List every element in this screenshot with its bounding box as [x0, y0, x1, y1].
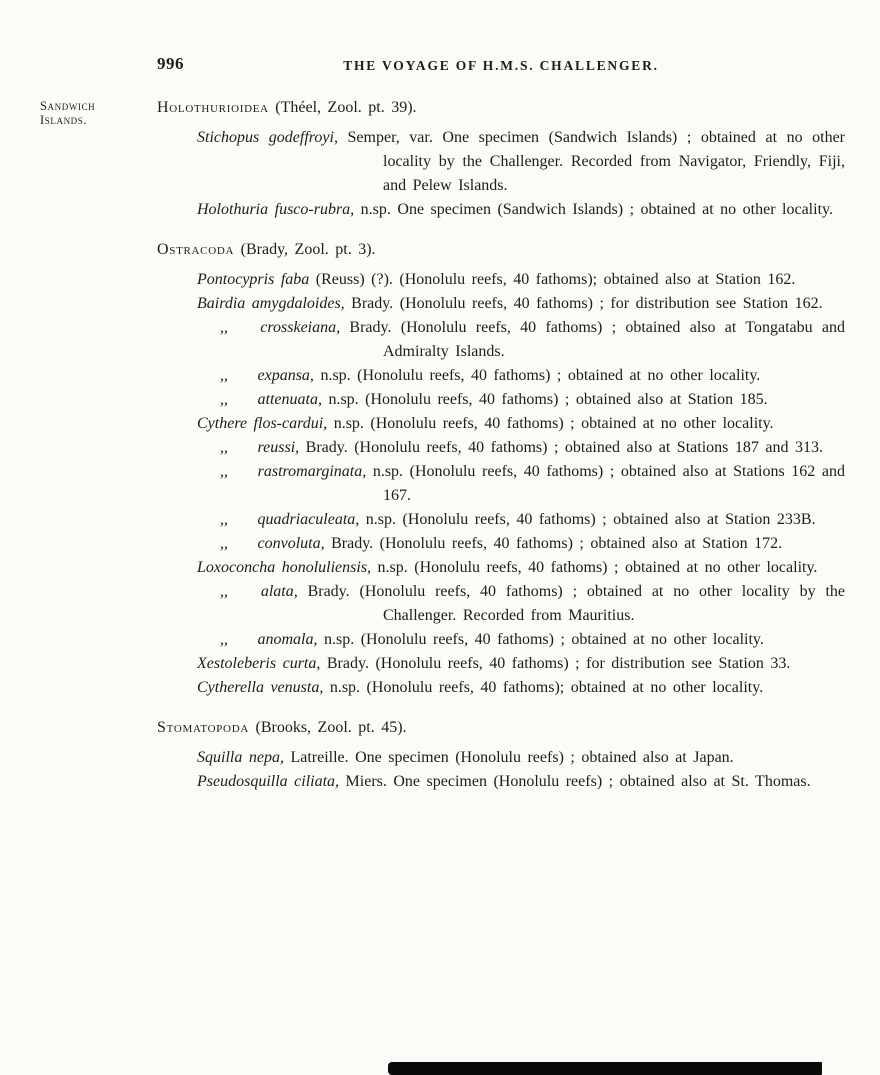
margin-note-line: Sandwich	[40, 99, 96, 113]
margin-note	[40, 99, 145, 127]
taxon-section-ostracoda	[157, 238, 845, 700]
margin-note-line: Islands.	[40, 113, 88, 127]
entry-text: Brady. (Honolulu reefs, 40 fathoms) ; for distribution see Station 33.	[326, 655, 791, 672]
species-entry	[197, 556, 845, 580]
entry-text: Latreille. One specimen (Honolulu reefs) ; obtained also at Japan.	[290, 749, 734, 766]
ditto-mark: ,,	[220, 319, 228, 336]
species-name: Loxoconcha honoluliensis,	[197, 559, 372, 576]
species-name: rastromarginata,	[257, 463, 367, 480]
species-name: Xestoleberis curta,	[197, 655, 321, 672]
species-name: quadriaculeata,	[257, 511, 360, 528]
species-name: expansa,	[257, 367, 314, 384]
species-entry	[197, 316, 845, 364]
species-entry	[197, 746, 845, 770]
section-citation: (Brooks, Zool. pt. 45).	[255, 719, 407, 736]
page-body	[157, 96, 845, 794]
species-entry	[197, 388, 845, 412]
species-name: crosskeiana,	[260, 319, 341, 336]
species-name: Holothuria fusco-rubra,	[197, 201, 355, 218]
page-number: 996	[157, 54, 184, 73]
species-name: anomala,	[257, 631, 318, 648]
ditto-mark: ,,	[220, 511, 228, 528]
species-name: Bairdia amygdaloides,	[197, 295, 345, 312]
section-name: Holothurioidea	[157, 99, 269, 116]
species-entry	[197, 412, 845, 436]
species-name: Pontocypris faba	[197, 271, 310, 288]
running-title: THE VOYAGE OF H.M.S. CHALLENGER.	[343, 58, 659, 73]
section-citation: (Théel, Zool. pt. 39).	[275, 99, 417, 116]
taxon-section-holothurioidea	[157, 96, 845, 222]
section-name: Stomatopoda	[157, 719, 249, 736]
entry-text: n.sp. (Honolulu reefs, 40 fathoms) ; obtained at no other locality.	[377, 559, 818, 576]
ditto-mark: ,,	[220, 439, 228, 456]
scan-artifact-bar	[388, 1062, 822, 1075]
section-citation: (Brady, Zool. pt. 3).	[240, 241, 376, 258]
section-heading	[157, 238, 845, 262]
entry-text: Semper, var. One specimen (Sandwich Islands) ; obtained at no other locality by the Challenger. Recorded from Navigator, Friendly, Fiji, and Pelew Islands.	[347, 129, 846, 194]
species-entry	[197, 770, 845, 794]
ditto-mark: ,,	[220, 631, 228, 648]
entry-text: Brady. (Honolulu reefs, 40 fathoms) ; obtained also at Stations 187 and 313.	[305, 439, 823, 456]
entry-text: Brady. (Honolulu reefs, 40 fathoms) ; obtained at no other locality by the Challenger. Recorded from Mauritius.	[307, 583, 845, 624]
species-entry	[197, 126, 845, 198]
entry-text: Brady. (Honolulu reefs, 40 fathoms) ; for distribution see Station 162.	[351, 295, 823, 312]
entry-text: n.sp. (Honolulu reefs, 40 fathoms) ; obtained at no other locality.	[324, 631, 764, 648]
species-entry	[197, 364, 845, 388]
species-entry	[197, 676, 845, 700]
entry-text: Miers. One specimen (Honolulu reefs) ; obtained also at St. Thomas.	[345, 773, 811, 790]
species-entry	[197, 436, 845, 460]
entry-text: (Reuss) (?). (Honolulu reefs, 40 fathoms); obtained also at Station 162.	[315, 271, 796, 288]
species-entry	[197, 292, 845, 316]
species-name: Pseudosquilla ciliata,	[197, 773, 340, 790]
species-entry	[197, 268, 845, 292]
species-name: convoluta,	[257, 535, 325, 552]
entry-text: n.sp. (Honolulu reefs, 40 fathoms) ; obtained at no other locality.	[333, 415, 774, 432]
entry-text: Brady. (Honolulu reefs, 40 fathoms) ; obtained also at Tongatabu and Admiralty Islands.	[349, 319, 845, 360]
species-entry	[197, 580, 845, 628]
section-name: Ostracoda	[157, 241, 235, 258]
ditto-mark: ,,	[220, 391, 228, 408]
taxon-section-stomatopoda	[157, 716, 845, 794]
ditto-mark: ,,	[220, 367, 228, 384]
section-heading	[157, 96, 845, 120]
species-entry	[197, 198, 845, 222]
species-name: alata,	[260, 583, 298, 600]
species-name: Cytherella venusta,	[197, 679, 324, 696]
species-entry	[197, 460, 845, 508]
entry-text: n.sp. (Honolulu reefs, 40 fathoms) ; obtained at no other locality.	[320, 367, 761, 384]
entry-text: n.sp. (Honolulu reefs, 40 fathoms) ; obtained also at Station 185.	[328, 391, 768, 408]
species-name: attenuata,	[257, 391, 322, 408]
section-heading	[157, 716, 845, 740]
species-entry	[197, 628, 845, 652]
ditto-mark: ,,	[220, 463, 228, 480]
entry-text: n.sp. (Honolulu reefs, 40 fathoms); obtained at no other locality.	[329, 679, 764, 696]
species-name: Stichopus godeffroyi,	[197, 129, 338, 146]
entry-text: n.sp. One specimen (Sandwich Islands) ; obtained at no other locality.	[360, 201, 833, 218]
species-entry	[197, 652, 845, 676]
entry-text: n.sp. (Honolulu reefs, 40 fathoms) ; obtained also at Station 233B.	[365, 511, 816, 528]
ditto-mark: ,,	[220, 535, 228, 552]
species-entry	[197, 508, 845, 532]
species-name: reussi,	[257, 439, 300, 456]
species-name: Cythere flos-cardui,	[197, 415, 328, 432]
species-entry	[197, 532, 845, 556]
species-name: Squilla nepa,	[197, 749, 284, 766]
ditto-mark: ,,	[220, 583, 228, 600]
entry-text: Brady. (Honolulu reefs, 40 fathoms) ; obtained also at Station 172.	[331, 535, 783, 552]
entry-text: n.sp. (Honolulu reefs, 40 fathoms) ; obtained also at Stations 162 and 167.	[372, 463, 846, 504]
